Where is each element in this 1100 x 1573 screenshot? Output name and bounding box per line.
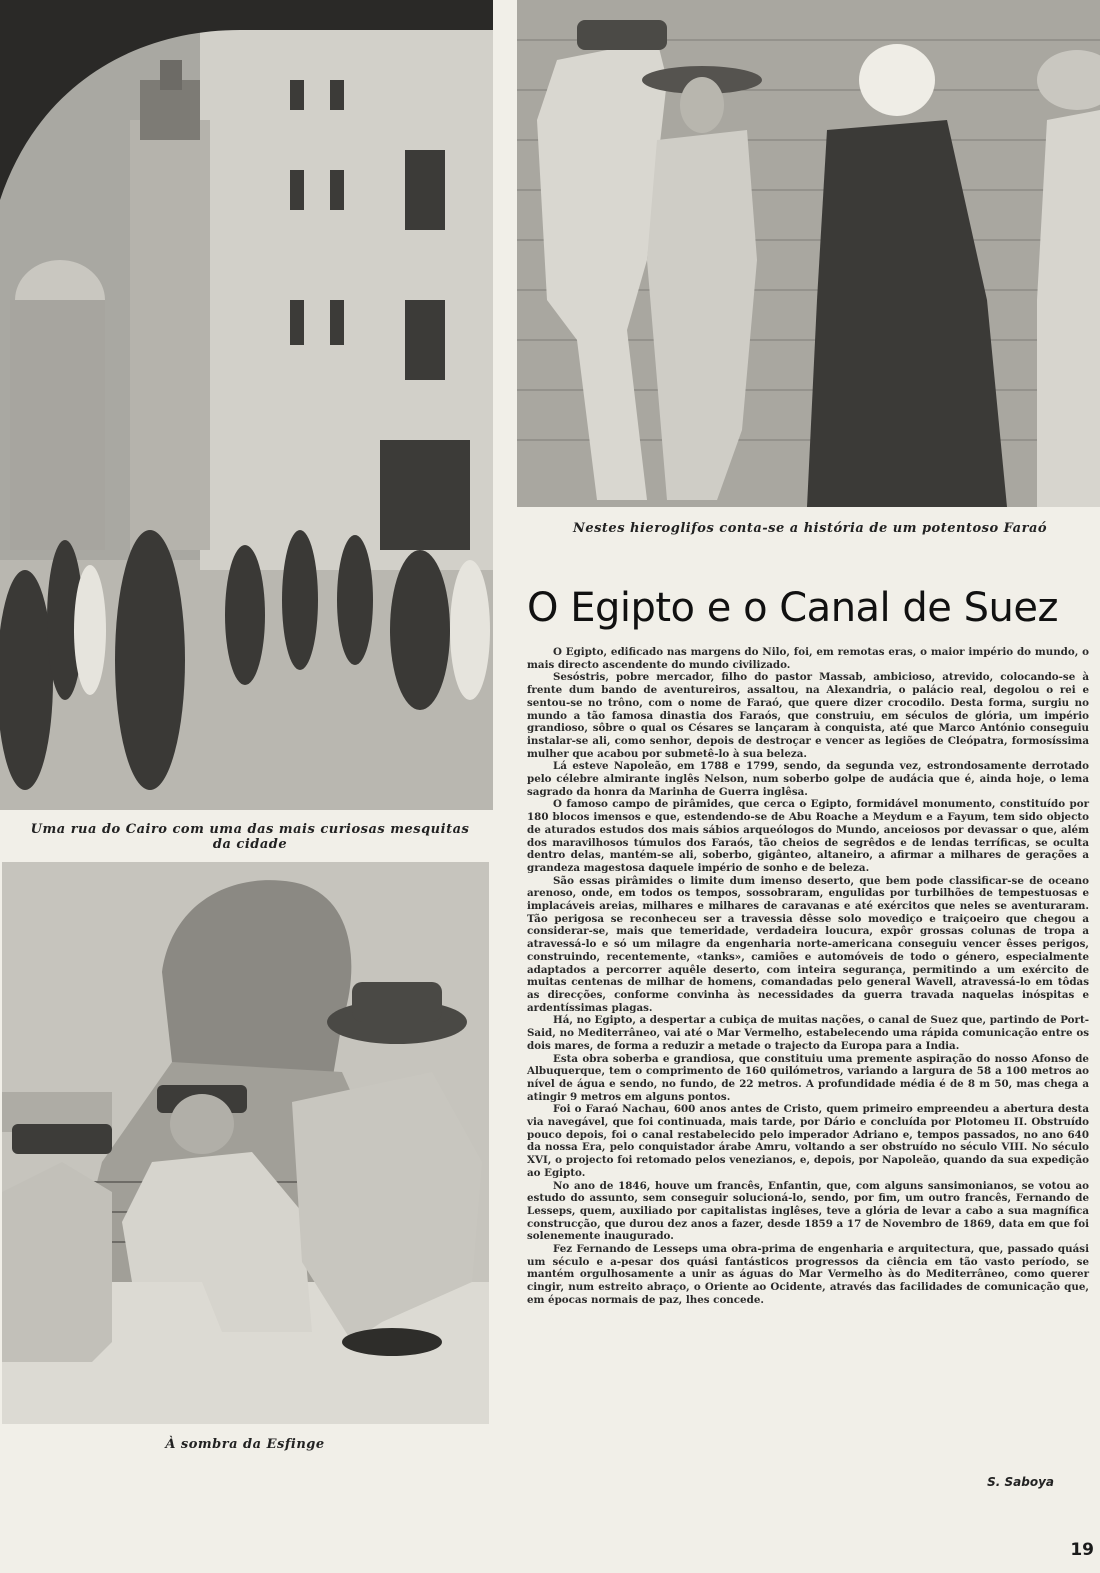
article-title: O Egipto e o Canal de Suez <box>527 585 1058 631</box>
page-number: 19 <box>1070 1540 1094 1560</box>
article-paragraph: O Egipto, edificado nas margens do Nilo, foi, em remotas eras, o maior império do mundo, o mais directo ascendente do mundo civilizado. <box>527 646 1089 671</box>
article-paragraph: O famoso campo de pirâmides, que cerca o Egipto, formidável monumento, constituído por 180 blocos imensos e que, estendendo-se de Abu Roache a Meydum e a Fayum, tem sido objecto de aturados estudos dos mais sábios arqueólogos do Mundo, anceiosos por devassar o que, além dos maravilhosos túmulos dos Faraós, tão cheios de segrêdos e de lendas terríficas, se oculta dentro delas, mantém-se ali, soberbo, gigânteo, altaneiro, a afirmar a milhares de gerações a grandeza magestosa daquele império de sonho e de beleza. <box>527 798 1089 874</box>
article-paragraph: São essas pirâmides o limite dum imenso deserto, que bem pode classificar-se de oceano arenoso, onde, em todos os tempos, sossobraram, engulidas por turbilhões de tempestuosas e implacáveis areias, milhares e milhares de caravanas e até exércitos que neles se aventuraram. Tão perigosa se reconheceu ser a travessia dêsse solo movediço e traiçoeiro que chegou a considerar-se, mais que temeridade, verdadeira loucura, expôr grossas colunas de tropa a atravessá-lo e só um milagre da engenharia norte-americana conseguiu vencer êsses perigos, construindo, recentemente, «tanks», camiões e automóveis de todo o género, especialmente adaptados a percorrer aquêle deserto, com inteira segurança, permitindo a um exército de muitas centenas de milhar de homens, comandadas pelo general Wavell, atravessá-lo em tôdas as direcções, conforme convinha às necessidades da guerra travada naquelas inóspitas e ardentíssimas plagas. <box>527 874 1089 1014</box>
photo-hieroglyphs <box>517 0 1100 507</box>
article-paragraph: No ano de 1846, houve um francês, Enfantin, que, com alguns sansimonianos, se votou ao estudo do assunto, sem conseguir solucioná-lo, sendo, por fim, um outro francês, Fernando de Lesseps, quem, auxiliado por capitalistas inglêses, teve a glória de levar a cabo a sua magnífica construcção, que durou dez anos a fazer, desde 1859 a 17 de Novembro de 1869, data em que foi solenemente inaugurado. <box>527 1179 1089 1243</box>
photo-cairo-street <box>0 0 493 810</box>
photo-sphinx <box>2 862 489 1424</box>
article-paragraph: Lá esteve Napoleão, em 1788 e 1799, sendo, da segunda vez, estrondosamente derrotado pelo célebre almirante inglês Nelson, num soberbo golpe de audácia que é, ainda hoje, o lema sagrado da honra da Marinha de Guerra inglêsa. <box>527 760 1089 798</box>
article-paragraph: Foi o Faraó Nachau, 600 anos antes de Cristo, quem primeiro empreendeu a abertura desta via navegável, que foi continuada, mais tarde, por Dário e concluída por Plotomeu II. Obstruído pouco depois, foi o canal restabelecido pelo imperador Adriano e, tempos passados, no ano 640 da nossa Era, pelo conquistador árabe Amru, voltando a ser obstruído no século VIII. No século XVI, o projecto foi retomado pelos venezianos, e, depois, por Napoleão, quando da sua expedição ao Egipto. <box>527 1103 1089 1179</box>
article-paragraph: Fez Fernando de Lesseps uma obra-prima de engenharia e arquitectura, que, passado quási um século e a-pesar dos quási fantásticos progressos da ciência em tão vasto período, se mantém orgulhosamente a unir as águas do Mar Vermelho às do Mediterrâneo, como querer cingir, num estreito abraço, o Oriente ao Ocidente, através das facilidades de comunicação que, em épocas normais de paz, lhes concede. <box>527 1243 1089 1306</box>
article-paragraph: Esta obra soberba e grandiosa, que constituiu uma premente aspiração do nosso Afonso de Albuquerque, tem o comprimento de 160 quilómetros, variando a largura de 58 a 100 metros ao nível de água e sendo, no fundo, de 22 metros. A profundidade média é de 8 m 50, mas chega a atingir 9 metros em alguns pontos. <box>527 1052 1089 1103</box>
author-signature: S. Saboya <box>987 1475 1054 1489</box>
caption-hieroglyphs: Nestes hieroglifos conta-se a história de um potentoso Faraó <box>572 521 1048 536</box>
article-paragraph: Sesóstris, pobre mercador, filho do pastor Massab, ambicioso, atrevido, colocando-se à frente dum bando de aventureiros, assaltou, na Alexandria, o palácio real, degolou o rei e sentou-se no trôno, com o nome de Faraó, que quere dizer crocodilo. Desta forma, surgiu no mundo a tão famosa dinastia dos Faraós, que construiu, em séculos de glória, um império grandioso, sôbre o qual os Césares se lançaram à conquista, até que Marco António conseguiu instalar-se ali, como senhor, depois de destroçar e vencer as legiões de Cleópatra, formosíssima mulher que acabou por submetê-lo à sua beleza. <box>527 671 1089 760</box>
caption-sphinx: À sombra da Esfinge <box>165 1437 325 1452</box>
caption-cairo-street: Uma rua do Cairo com uma das mais curiosas mesquitas da cidade <box>30 822 470 852</box>
article-body <box>527 646 1089 1307</box>
article-paragraph: Há, no Egipto, a despertar a cubiça de muitas nações, o canal de Suez que, partindo de Port-Said, no Mediterrâneo, vai até o Mar Vermelho, estabelecendo uma rápida comunicação entre os dois mares, de forma a reduzir a metade o trajecto da Europa para a India. <box>527 1014 1089 1052</box>
